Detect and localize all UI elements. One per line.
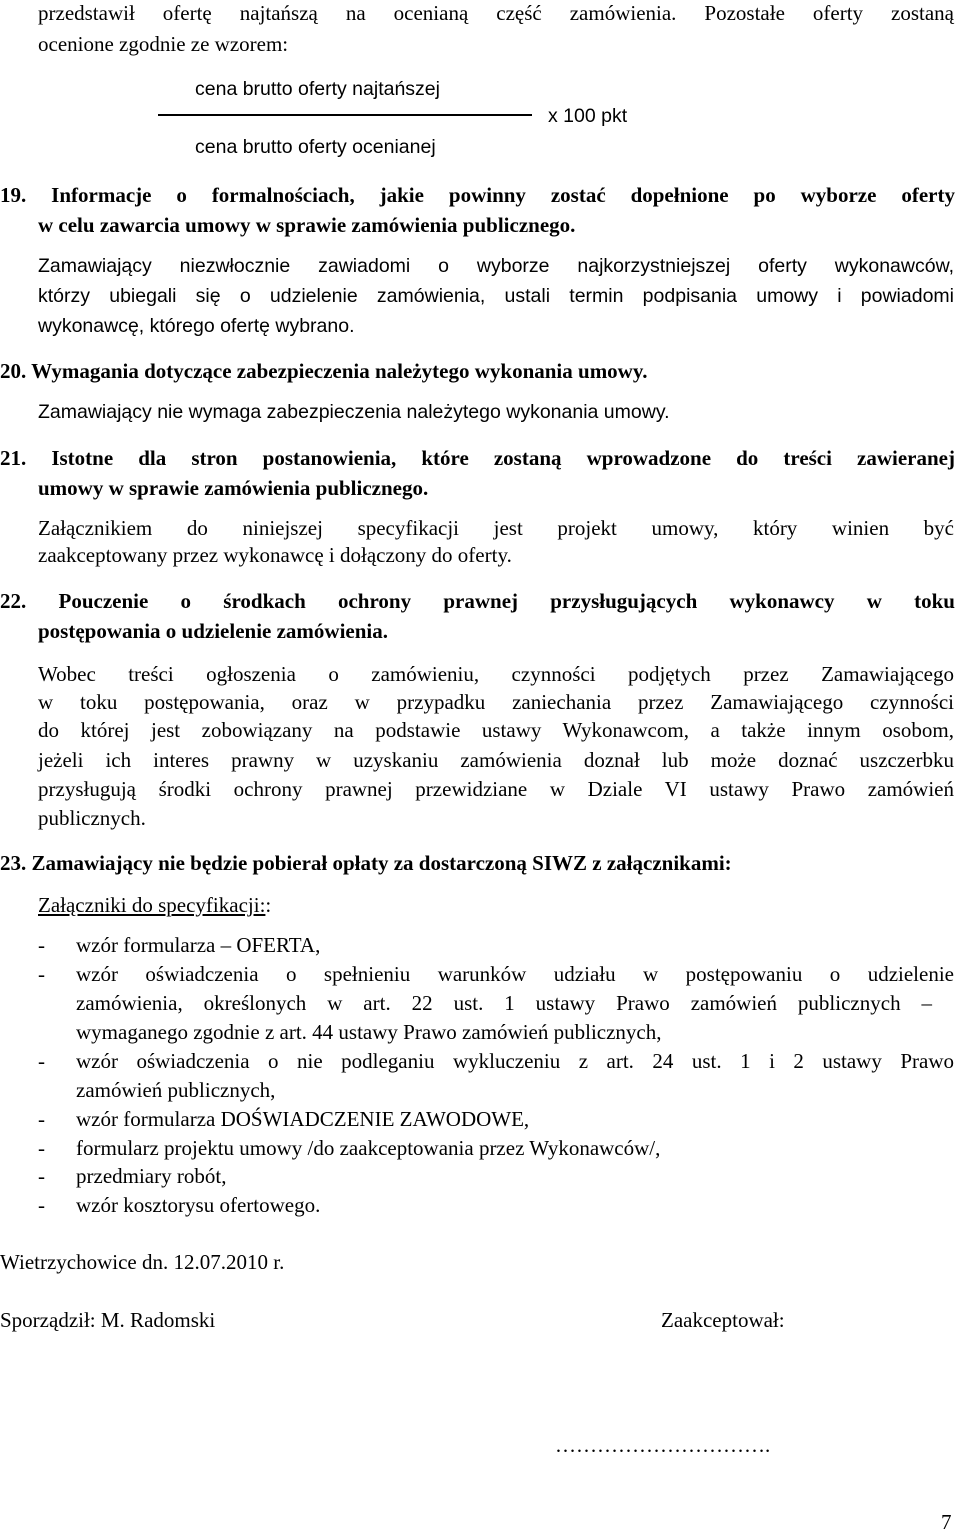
section-20-heading: 20. Wymagania dotyczące zabezpieczenia należytego wykonania umowy. [0, 359, 648, 383]
signature-line: …………………………. [555, 1433, 771, 1457]
section-22-body: przysługują środki ochrony prawnej przewidziane w Dziale VI ustawy Prawo zamówień [38, 777, 954, 801]
formula-fraction-line [158, 114, 532, 116]
attachment-item: wymaganego zgodnie z art. 44 ustawy Prawo zamówień publicznych, [76, 1020, 662, 1044]
section-19-heading: w celu zawarcia umowy w sprawie zamówienia publicznego. [38, 213, 576, 237]
list-dash: - [38, 962, 45, 986]
intro-line: ocenione zgodnie ze wzorem: [38, 32, 289, 56]
attachment-item: zamówienia, określonych w art. 22 ust. 1 ustawy Prawo zamówień publicznych – [76, 991, 932, 1015]
section-22-body: publicznych. [38, 806, 146, 830]
section-21-heading: umowy w sprawie zamówienia publicznego. [38, 476, 429, 500]
list-dash: - [38, 1107, 45, 1131]
attachment-item: formularz projektu umowy /do zaakceptowania przez Wykonawców/, [76, 1136, 661, 1160]
attachment-item: wzór formularza DOŚWIADCZENIE ZAWODOWE, [76, 1107, 530, 1131]
list-dash: - [38, 1193, 45, 1217]
section-23-heading: 23. Zamawiający nie będzie pobierał opłaty za dostarczoną SIWZ z załącznikami: [0, 851, 732, 875]
attachment-item: zamówień publicznych, [76, 1078, 276, 1102]
section-19-body: którzy ubiegali się o udzielenie zamówienia, ustali termin podpisania umowy i powiadomi [38, 285, 954, 307]
attachment-item: przedmiary robót, [76, 1164, 227, 1188]
attachment-item: wzór kosztorysu ofertowego. [76, 1193, 321, 1217]
accepted-by: Zaakceptował: [661, 1308, 785, 1332]
attachments-title: Załączniki do specyfikacji:: [38, 893, 272, 917]
section-21-heading: 21. Istotne dla stron postanowienia, które zostaną wprowadzone do treści zawieranej [0, 446, 955, 470]
section-22-heading: 22. Pouczenie o środkach ochrony prawnej przysługujących wykonawcy w toku [0, 589, 955, 613]
section-21-body: Załącznikiem do niniejszej specyfikacji jest projekt umowy, który winien być [38, 516, 954, 540]
formula-numerator: cena brutto oferty najtańszej [195, 78, 440, 100]
section-21-body: zaakceptowany przez wykonawcę i dołączony do oferty. [38, 543, 512, 567]
attachments-title-colon: : [265, 893, 272, 917]
section-22-body: w toku postępowania, oraz w przypadku zaniechania przez Zamawiającego czynności [38, 690, 954, 714]
attachment-item: wzór formularza – OFERTA, [76, 933, 321, 957]
attachment-item: wzór oświadczenia o nie podleganiu wykluczeniu z art. 24 ust. 1 i 2 ustawy Prawo [76, 1049, 954, 1073]
list-dash: - [38, 933, 45, 957]
formula-denominator: cena brutto oferty ocenianej [195, 136, 436, 158]
section-22-body: Wobec treści ogłoszenia o zamówieniu, czynności podjętych przez Zamawiającego [38, 662, 954, 686]
list-dash: - [38, 1136, 45, 1160]
list-dash: - [38, 1164, 45, 1188]
section-19-body: Zamawiający niezwłocznie zawiadomi o wyborze najkorzystniejszej oferty wykonawców, [38, 255, 954, 277]
list-dash: - [38, 1049, 45, 1073]
place-date: Wietrzychowice dn. 12.07.2010 r. [0, 1250, 285, 1274]
section-20-body: Zamawiający nie wymaga zabezpieczenia należytego wykonania umowy. [38, 401, 670, 423]
section-19-heading: 19. Informacje o formalnościach, jakie powinny zostać dopełnione po wyborze oferty [0, 183, 955, 207]
section-22-body: jeżeli ich interes prawny w uzyskaniu zamówienia doznał lub może doznać uszczerbku [38, 748, 954, 772]
prepared-by: Sporządził: M. Radomski [0, 1308, 216, 1332]
page-number: 7 [941, 1510, 952, 1534]
formula-multiplier: x 100 pkt [548, 105, 628, 127]
intro-line: przedstawił ofertę najtańszą na ocenianą część zamówienia. Pozostałe oferty zostaną [38, 1, 954, 25]
section-19-body: wykonawcę, którego ofertę wybrano. [38, 315, 355, 337]
attachment-item: wzór oświadczenia o spełnieniu warunków udziału w postępowaniu o udzielenie [76, 962, 954, 986]
section-22-heading: postępowania o udzielenie zamówienia. [38, 619, 388, 643]
section-22-body: do której jest zobowiązany na podstawie ustawy Wykonawcom, a także innym osobom, [38, 718, 954, 742]
